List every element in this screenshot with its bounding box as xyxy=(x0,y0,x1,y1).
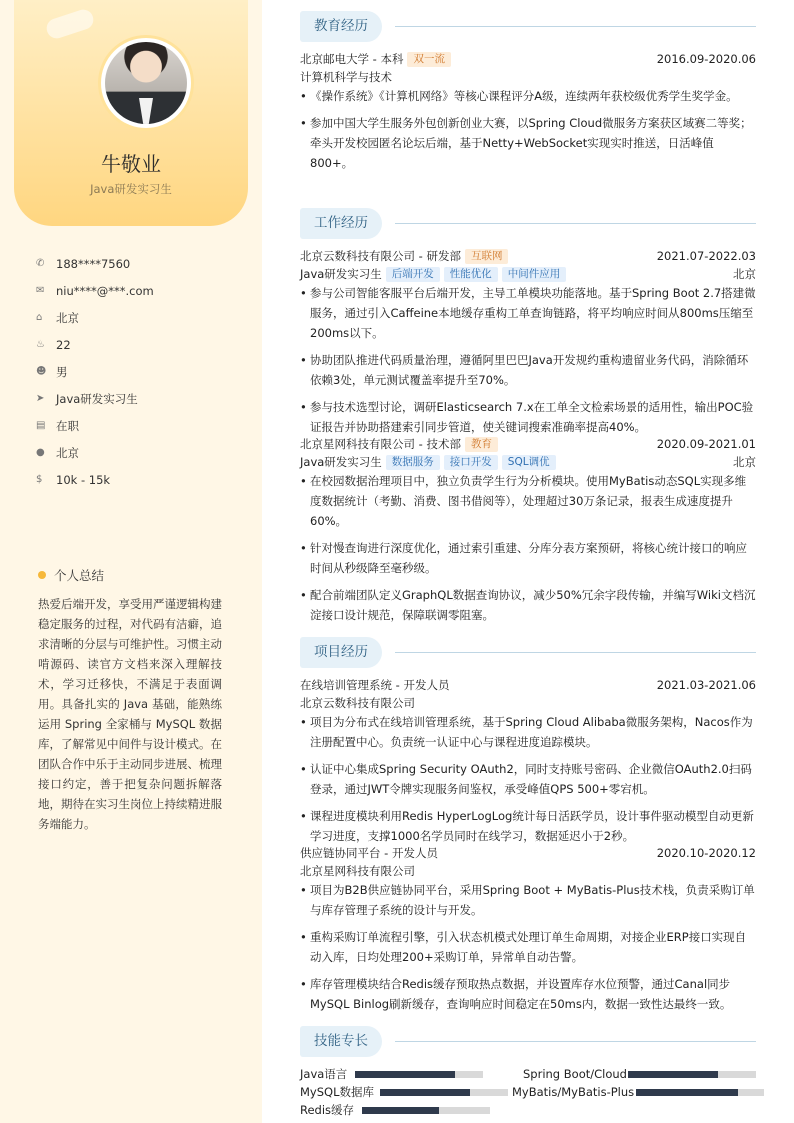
industry-tag: 互联网 xyxy=(465,249,509,264)
section-title: 工作经历 xyxy=(300,208,382,239)
skill-tag: 性能优化 xyxy=(444,267,498,282)
job-city: 北京 xyxy=(733,267,756,281)
job-bullets xyxy=(300,283,756,444)
skill-bar-fill xyxy=(628,1071,718,1078)
job-company-row xyxy=(300,436,756,453)
education-bullets xyxy=(300,86,756,180)
job-position-row xyxy=(300,454,756,471)
skill-bar xyxy=(380,1089,508,1096)
info-hometown-text: 北京 xyxy=(56,310,79,325)
skill-bar xyxy=(362,1107,490,1114)
candidate-name: 牛敬业 xyxy=(101,152,161,176)
project-bullets xyxy=(300,880,756,1021)
education-date: 2016.09-2020.06 xyxy=(656,52,756,66)
home-icon: ⌂ xyxy=(36,312,43,323)
job-date: 2020.09-2021.01 xyxy=(656,437,756,451)
list-item: • 协助团队推进代码质量治理，遵循阿里巴巴Java开发规约重构遗留业务代码，消除循环依赖3处，单元测试覆盖率提升至70%。 xyxy=(300,350,756,390)
project-company-row xyxy=(300,695,756,712)
project-company-row xyxy=(300,863,756,880)
project-name: 在线培训管理系统 - 开发人员 xyxy=(300,678,450,692)
list-item: • 课程进度模块利用Redis HyperLogLog统计每日活跃学员，设计事件驱动模型自动更新学习进度，支撑1000名学员同时在线学习，数据延迟小于2秒。 xyxy=(300,806,756,846)
section-projects-header xyxy=(300,637,756,668)
skill-bar-fill xyxy=(355,1071,455,1078)
job-city: 北京 xyxy=(733,455,756,469)
divider xyxy=(395,26,756,27)
skill-label: Redis缓存 xyxy=(300,1103,355,1117)
info-status-text: 在职 xyxy=(56,418,79,433)
skill-bar xyxy=(636,1089,764,1096)
send-icon: ➤ xyxy=(36,393,45,404)
info-gender-text: 男 xyxy=(56,364,68,379)
section-title: 技能专长 xyxy=(300,1026,382,1057)
skill-bar xyxy=(628,1071,756,1078)
skill-tag: 接口开发 xyxy=(444,455,498,470)
job-position-row xyxy=(300,266,756,283)
info-gender xyxy=(36,358,246,385)
school-name: 北京邮电大学 - 本科 xyxy=(300,52,404,66)
section-education-header xyxy=(300,11,756,42)
major: 计算机科学与技术 xyxy=(300,70,392,84)
job-company: 北京云数科技有限公司 - 研发部 xyxy=(300,249,461,263)
mail-icon: ✉ xyxy=(36,285,45,296)
summary-title: 个人总结 xyxy=(54,568,105,583)
salary-icon: $ xyxy=(36,474,43,485)
phone-icon: ✆ xyxy=(36,258,45,269)
skill-label: MyBatis/MyBatis-Plus xyxy=(512,1085,635,1099)
skill-tag: 中间件应用 xyxy=(502,267,567,282)
divider xyxy=(395,223,756,224)
sidebar xyxy=(0,0,262,1123)
summary-heading xyxy=(38,566,104,584)
job-position: Java研发实习生 xyxy=(300,267,382,281)
job-date: 2021.07-2022.03 xyxy=(656,249,756,263)
skill-label: MySQL数据库 xyxy=(300,1085,374,1099)
list-item: • 配合前端团队定义GraphQL数据查询协议，减少50%冗余字段传输，并编写Wiki文档沉淀接口设计规范，保障联调零阻塞。 xyxy=(300,585,756,625)
divider xyxy=(395,1041,756,1042)
school-tag: 双一流 xyxy=(407,52,451,67)
section-skills-header xyxy=(300,1026,756,1057)
info-location-text: 北京 xyxy=(56,445,79,460)
summary-text: 热爱后端开发，享受用严谨逻辑构建稳定服务的过程，对代码有洁癖，追求清晰的分层与可维护性。习惯主动啃源码、读官方文档来深入理解技术，学习迁移快，不满足于表面调用。具备扎实的 Java 基础，能熟练运用 Spring 全家桶与 MySQL 数据库，了解常见中间件与设计模式。在团队合作中乐于主动同步进展、梳理接口约定，善于把复杂问题拆解落地，期待在实习生岗位上持续精进服务端能力。 xyxy=(38,597,222,831)
section-title: 项目经历 xyxy=(300,637,382,668)
skill-bar xyxy=(355,1071,483,1078)
project-company: 北京云数科技有限公司 xyxy=(300,696,415,710)
bullet-dot-icon xyxy=(38,571,46,579)
list-item: • 《操作系统》《计算机网络》等核心课程评分A级，连续两年获校级优秀学生奖学金。 xyxy=(300,86,756,106)
list-item: • 参与公司智能客服平台后端开发，主导工单模块功能落地。基于Spring Boot 2.7搭建微服务，通过引入Caffeine本地缓存重构工单查询链路，将平均响应时间从800ms压缩至200ms以下。 xyxy=(300,283,756,343)
list-item: • 重构采购订单流程引擎，引入状态机模式处理订单生命周期，对接企业ERP接口实现自动入库，日均处理200+采购订单，异常单自动告警。 xyxy=(300,927,756,967)
education-major-row xyxy=(300,69,756,86)
list-item: • 针对慢查询进行深度优化，通过索引重建、分库分表方案预研，将核心统计接口的响应时间从秒级降至毫秒级。 xyxy=(300,538,756,578)
project-name: 供应链协同平台 - 开发人员 xyxy=(300,846,438,860)
job-position: Java研发实习生 xyxy=(300,455,382,469)
location-icon: ● xyxy=(36,447,45,458)
info-age-text: 22 xyxy=(56,337,71,352)
skill-tag: 后端开发 xyxy=(386,267,440,282)
skill-tag: 数据服务 xyxy=(386,455,440,470)
project-name-row xyxy=(300,845,756,862)
section-work-header xyxy=(300,208,756,239)
info-salary xyxy=(36,466,246,493)
info-salary-text: 10k - 15k xyxy=(56,472,111,487)
list-item: • 参与技术选型讨论，调研Elasticsearch 7.x在工单全文检索场景的适用性，输出POC验证报告并协助搭建索引同步管道，使关键词搜索准确率提高40%。 xyxy=(300,397,756,437)
contact-info-list xyxy=(36,250,246,493)
job-company: 北京星网科技有限公司 - 技术部 xyxy=(300,437,461,451)
job-company-row xyxy=(300,248,756,265)
skill-bar-fill xyxy=(362,1107,439,1114)
list-item: • 认证中心集成Spring Security OAuth2，同时支持账号密码、企业微信OAuth2.0扫码登录，通过JWT令牌实现服务间鉴权，承受峰值QPS 500+零宕机。 xyxy=(300,759,756,799)
skill-tag: SQL调优 xyxy=(502,455,556,470)
info-location xyxy=(36,439,246,466)
skill-bar-fill xyxy=(380,1089,470,1096)
project-bullets xyxy=(300,712,756,853)
info-target-role-text: Java研发实习生 xyxy=(56,391,138,406)
avatar xyxy=(105,42,187,124)
info-phone xyxy=(36,250,246,277)
project-name-row xyxy=(300,677,756,694)
skill-bar-fill xyxy=(636,1089,738,1096)
briefcase-icon: ▤ xyxy=(36,420,46,431)
divider xyxy=(395,652,756,653)
cake-icon: ♨ xyxy=(36,339,45,350)
candidate-role: Java研发实习生 xyxy=(90,182,172,196)
job-bullets xyxy=(300,471,756,632)
list-item: • 在校园数据治理项目中，独立负责学生行为分析模块。使用MyBatis动态SQL实现多维度数据统计（考勤、消费、图书借阅等），处理超过30万条记录，报表生成速度提升60%。 xyxy=(300,471,756,531)
info-email-text: niu****@***.com xyxy=(56,283,154,298)
project-company: 北京星网科技有限公司 xyxy=(300,864,415,878)
section-title: 教育经历 xyxy=(300,11,382,42)
avatar-frame xyxy=(98,35,194,131)
info-hometown xyxy=(36,304,246,331)
info-target-role xyxy=(36,385,246,412)
info-email xyxy=(36,277,246,304)
list-item: • 库存管理模块结合Redis缓存预取热点数据，并设置库存水位预警，通过Canal同步MySQL Binlog刷新缓存，查询响应时间稳定在50ms内，数据一致性达最终一致。 xyxy=(300,974,756,1014)
education-school-row xyxy=(300,51,756,68)
project-date: 2020.10-2020.12 xyxy=(656,846,756,860)
list-item: • 项目为B2B供应链协同平台，采用Spring Boot + MyBatis-Plus技术栈，负责采购订单与库存管理子系统的设计与开发。 xyxy=(300,880,756,920)
decorative-shape xyxy=(44,7,96,41)
info-age xyxy=(36,331,246,358)
list-item: • 项目为分布式在线培训管理系统，基于Spring Cloud Alibaba微服务架构，Nacos作为注册配置中心。负责统一认证中心与课程进度追踪模块。 xyxy=(300,712,756,752)
industry-tag: 教育 xyxy=(465,437,498,452)
avatar-shirt xyxy=(139,98,153,124)
list-item: • 参加中国大学生服务外包创新创业大赛，以Spring Cloud微服务方案获区域赛二等奖；牵头开发校园匿名论坛后端，基于Netty+WebSocket实现实时推送，日活峰值800+。 xyxy=(300,113,756,173)
info-status xyxy=(36,412,246,439)
info-phone-text: 188****7560 xyxy=(56,256,131,271)
skill-label: Java语言 xyxy=(300,1067,348,1081)
skill-label: Spring Boot/Cloud xyxy=(523,1067,627,1081)
project-date: 2021.03-2021.06 xyxy=(656,678,756,692)
gender-icon: ☻ xyxy=(36,366,47,377)
